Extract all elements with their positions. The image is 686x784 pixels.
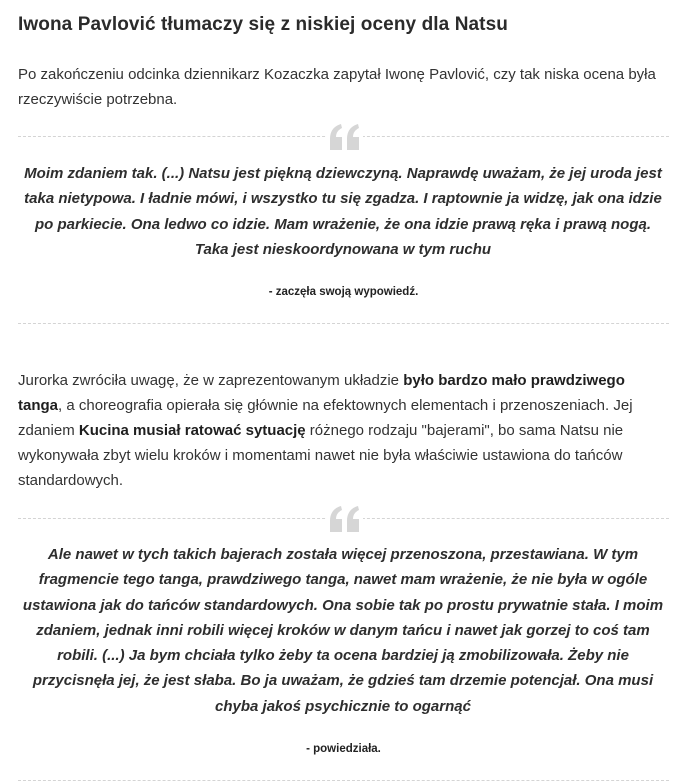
text-run: , a choreografia opierała się głównie na efektownych elementach i przenoszeniach. Jej zdaniem bbox=[18, 397, 633, 439]
blockquote-text: Moim zdaniem tak. (...) Natsu jest piękną dziewczyną. Naprawdę uważam, że jej uroda jest taka nietypowa. I ładnie mówi, i wszystko tu się zgadza. I raptownie ja widzę, jak ona idzie po parkiecie. Ona ledwo co idzie. Mam wrażenie, że ona idzie prawą ręka i prawą nogą. Taka jest nieskoordynowana w tym ruchu bbox=[24, 165, 662, 258]
blockquote-text: Ale nawet w tych takich bajerach została więcej przenoszona, przestawiana. W tym fragmencie tego tanga, prawdziwego tanga, nawet mam wrażenie, że nie była w ogóle ustawiona jak do tańców standardowych. Ona sobie tak po prostu prywatnie stała. I moim zdaniem, jednak inni robili więcej kroków w danym tańcu i nawet jak gorzej to coś tam robili. (...) Ja bym chciała tylko żeby ta ocena bardziej ją zmobilizowała. Żeby nie przycisnęła jej, że jest słaba. Bo ja uważam, że gdzieś tam drzemie potencjał. Ona musi chyba jakoś psychicznie to ogarnąć bbox=[22, 546, 664, 715]
bold-text: Kucina musiał ratować sytuację bbox=[78, 422, 306, 439]
text-run: Jurorka zwróciła uwagę, że w zaprezentowanym układzie bbox=[18, 372, 404, 389]
section-heading: Iwona Pavlović tłumaczy się z niskiej oceny dla Natsu bbox=[18, 14, 508, 35]
quote-attribution: - powiedziała. bbox=[306, 743, 381, 755]
body-paragraph bbox=[18, 368, 668, 493]
quote-icon bbox=[327, 502, 363, 538]
quote-attribution: - zaczęła swoją wypowiedź. bbox=[268, 286, 419, 298]
quote-bottom-divider bbox=[18, 780, 669, 781]
bold-text: było bardzo mało prawdziwego tanga bbox=[18, 372, 625, 414]
intro-paragraph: Po zakończeniu odcinka dziennikarz Kozaczka zapytał Iwonę Pavlović, czy tak niska ocena była rzeczywiście potrzebna. bbox=[18, 66, 656, 108]
quote-bottom-divider bbox=[18, 323, 669, 324]
quote-icon bbox=[327, 120, 363, 156]
text-run: różnego rodzaju "bajerami", bo sama Natsu nie wykonywała zbyt wielu kroków i momentami nawet nie była właściwie ustawiona do tańców standardowych. bbox=[18, 422, 624, 489]
